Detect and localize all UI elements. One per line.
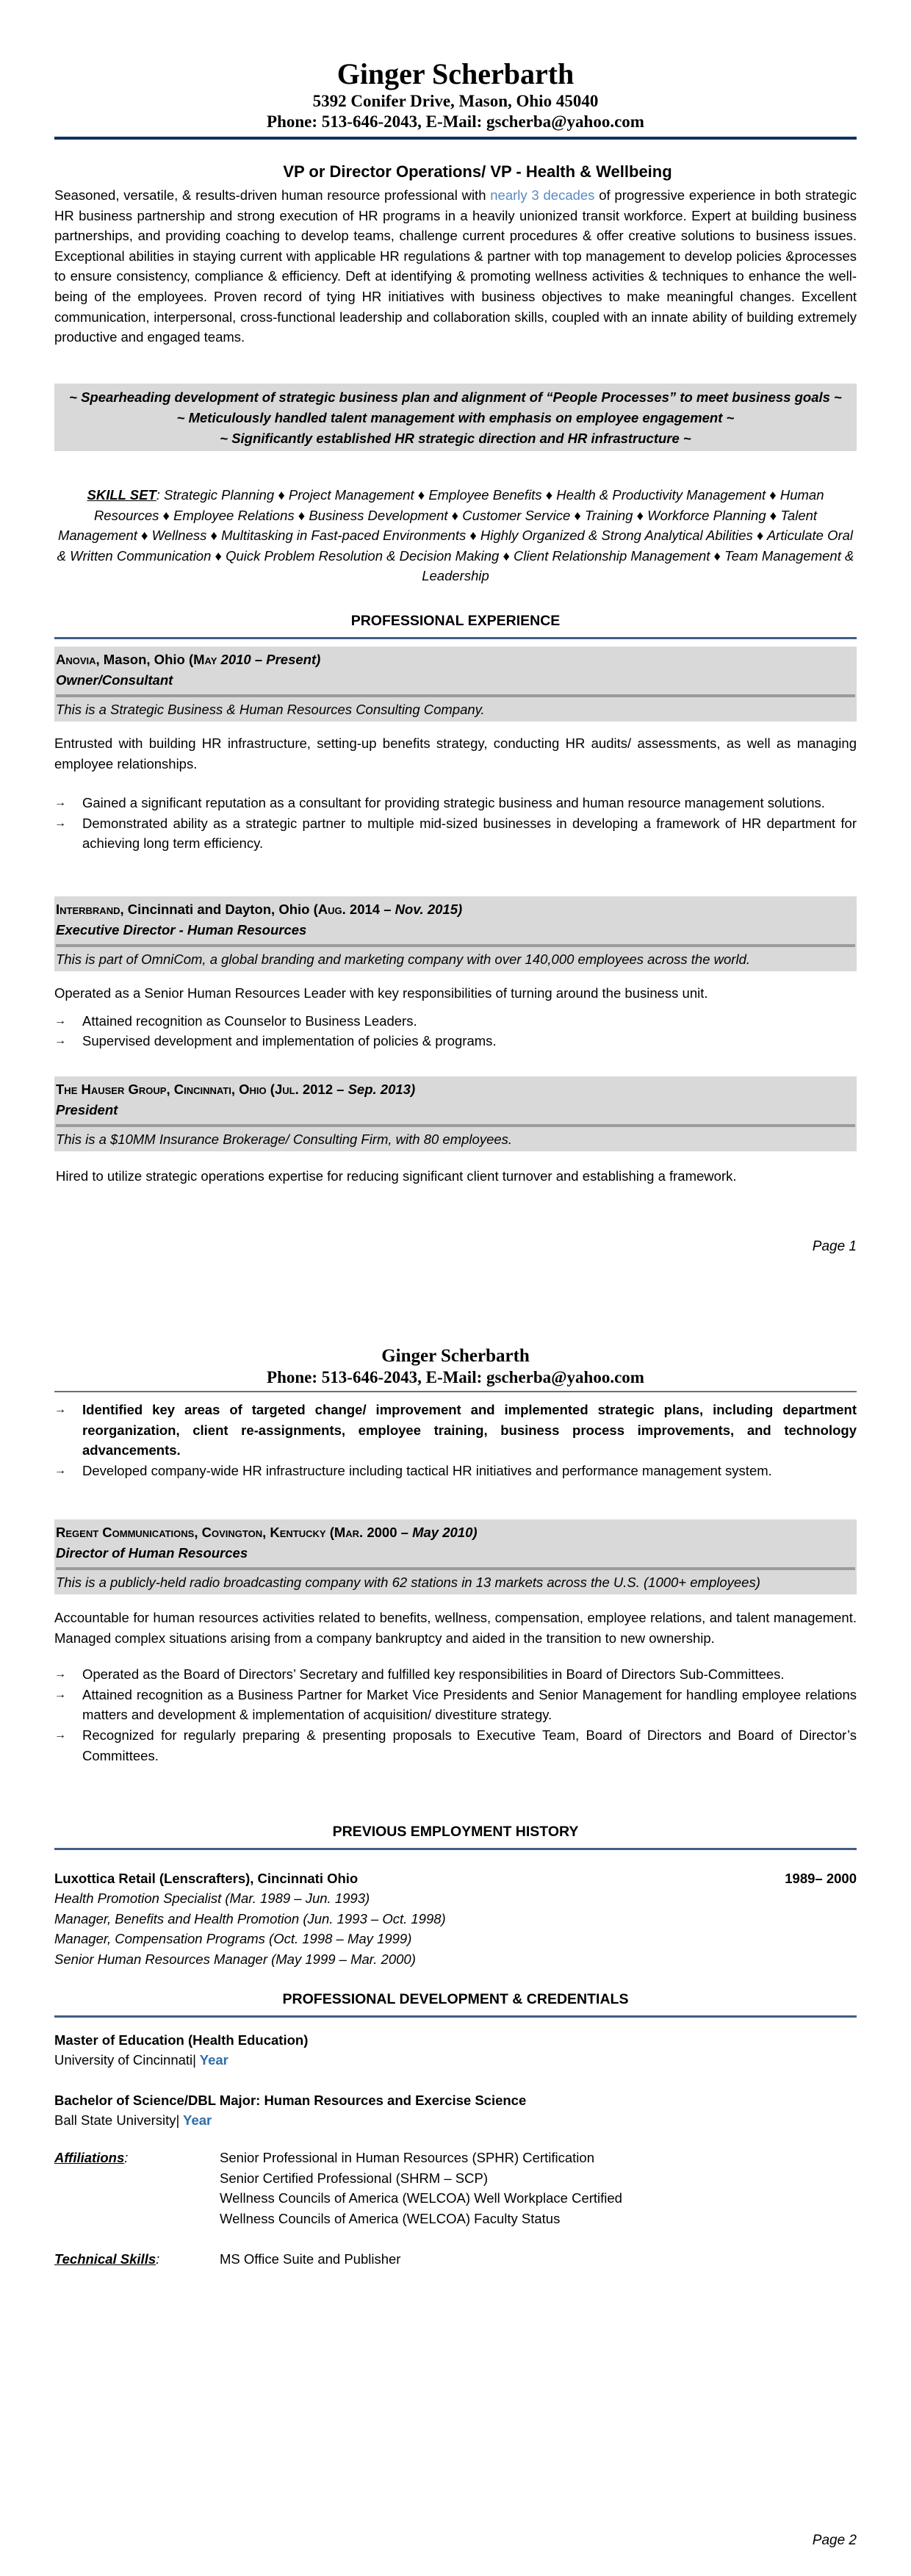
- job-entry-regent-communications: [54, 1519, 857, 1766]
- achievement-item: [54, 1685, 857, 1725]
- highlights-box: [54, 384, 857, 451]
- summary-text-end: of progressive experience in both strategic HR business partnership and strong execution of HR programs in a heavily unionized transit workforce. Expert at building business partnerships, and providing coaching to develop teams, challenge current procedures & offer creative solutions to business issues. Exceptional abilities in staying current with applicable HR regulations & partner with top management to develop policies &processes to ensure consistency, compliance & efficiency. Deft at identifying & promoting wellness activities & techniques to enhance the well-being of the employees. Proven record of tying HR initiatives with business objectives to make meaningful changes. Excellent communication, interpersonal, cross-functional leadership and collaboration skills, coupled with an innate ability of building extremely productive and engaged teams.: [54, 187, 857, 345]
- job-start: Aug. 2014: [317, 902, 381, 917]
- job-role: Director of Human Resources: [56, 1545, 248, 1561]
- education-school: Ball State University|: [54, 2112, 180, 2128]
- highlights-list: [54, 384, 857, 451]
- highlight-item: ~ Spearheading development of strategic business plan and alignment of “People Processes” to meet business goals ~: [69, 389, 842, 405]
- arrow-bullet-icon: →: [54, 1014, 66, 1027]
- candidate-address: 5392 Conifer Drive, Mason, Ohio 45040: [312, 92, 599, 110]
- technical-skills-row: [54, 2249, 857, 2270]
- job-divider: [56, 1124, 855, 1127]
- job-header-box: [54, 1519, 857, 1594]
- section-credentials: [54, 1990, 857, 2018]
- section-previous-employment: [54, 1822, 857, 1850]
- job-location: , Mason, Ohio (: [96, 652, 194, 667]
- job-header-box: [54, 647, 857, 722]
- target-title: [54, 148, 857, 182]
- job-summary: Accountable for human resources activities related to benefits, wellness, compensation, employee relations, and talent management. Managed complex situations arising from a company bankruptcy and aided in the transition to new ownership.: [54, 1610, 857, 1646]
- previous-employer-row: [54, 1868, 857, 1888]
- job-entry-interbrand: [54, 896, 857, 1051]
- skill-set-label: SKILL SET: [87, 487, 156, 503]
- job-company: Interbrand: [56, 902, 120, 917]
- technical-skills-label-text: Technical Skills: [54, 2251, 156, 2267]
- resume-page-2: [0, 1288, 911, 2576]
- job-summary: Operated as a Senior Human Resources Leader with key responsibilities of turning around the business unit.: [54, 985, 708, 1001]
- education-degree: Master of Education (Health Education): [54, 2032, 309, 2048]
- professional-summary: [54, 179, 857, 348]
- skill-set: [54, 485, 857, 586]
- achievement-text: Recognized for regularly preparing & presenting proposals to Executive Team, Board of Directors and Board of Director’s Committees.: [82, 1727, 857, 1763]
- achievement-item: [54, 813, 857, 854]
- job-entry-hauser-group-continued: [54, 1400, 857, 1481]
- section-divider: [54, 637, 857, 639]
- education-year: Year: [179, 2112, 212, 2128]
- achievement-text: Operated as the Board of Directors’ Secretary and fulfilled key responsibilities in Board of Directors Sub-Committees.: [82, 1666, 785, 1683]
- job-divider: [56, 694, 855, 697]
- job-location: , Cincinnati and Dayton, Ohio (: [120, 902, 318, 917]
- job-summary: Entrusted with building HR infrastructure, setting-up benefits strategy, conducting HR audits/ assessments, as well as managing employee relationships.: [54, 735, 857, 771]
- job-summary: Hired to utilize strategic operations expertise for reducing significant client turnover and establishing a framework.: [56, 1168, 737, 1184]
- highlight-item: ~ Significantly established HR strategic direction and HR infrastructure ~: [220, 431, 691, 446]
- summary-text-start: Seasoned, versatile, & results-driven human resource professional with: [54, 187, 491, 203]
- arrow-bullet-icon: →: [54, 816, 66, 830]
- previous-role: Senior Human Resources Manager (May 1999 – Mar. 2000): [54, 1951, 416, 1967]
- label-colon: :: [156, 2251, 160, 2267]
- job-dates: 2010 – Present): [217, 652, 321, 667]
- achievement-item: [54, 1400, 857, 1461]
- achievement-item: [54, 1011, 857, 1032]
- achievement-text: Attained recognition as a Business Partner for Market Vice Presidents and Senior Management for handling employee relations matters and development & implementation of acquisition/ divestiture strategy.: [82, 1686, 857, 1723]
- affiliation-item: Wellness Councils of America (WELCOA) Well Workplace Certified: [220, 2190, 622, 2206]
- skill-set-list: : Strategic Planning ♦ Project Management ♦ Employee Benefits ♦ Health & Productivity Management ♦ Human Resources ♦ Employee Relations ♦ Business Development ♦ Customer Service ♦ Training ♦ Workforce Planning ♦ Talent Management ♦ Wellness ♦ Multitasking in Fast-paced Environments ♦ Highly Organized & Strong Analytical Abilities ♦ Articulate Oral & Written Communication ♦ Quick Problem Resolution & Decision Making ♦ Client Relationship Management ♦ Team Management & Leadership: [57, 487, 854, 583]
- section-professional-experience: [54, 611, 857, 639]
- education-school-line: [54, 2050, 857, 2070]
- previous-employment-entry: [54, 1868, 857, 1969]
- achievement-text: Supervised development and implementation of policies & programs.: [82, 1033, 497, 1049]
- job-location: (: [325, 1525, 334, 1540]
- affiliation-item: Wellness Councils of America (WELCOA) Faculty Status: [220, 2210, 561, 2226]
- education-school-line: [54, 2110, 857, 2130]
- section-title: PROFESSIONAL DEVELOPMENT & CREDENTIALS: [282, 1991, 629, 2007]
- previous-employer: Luxottica Retail (Lenscrafters), Cincinnati Ohio: [54, 1871, 359, 1886]
- job-role: Owner/Consultant: [56, 672, 173, 688]
- job-start: May: [193, 652, 217, 667]
- job-achievements: [54, 1664, 857, 1766]
- affiliations-row: [54, 2148, 857, 2228]
- education-list: [54, 2030, 857, 2130]
- job-location: (: [266, 1082, 275, 1097]
- education-school: University of Cincinnati|: [54, 2052, 196, 2068]
- arrow-bullet-icon: →: [54, 1668, 66, 1681]
- arrow-bullet-icon: →: [54, 1464, 66, 1477]
- highlight-item: ~ Meticulously handled talent management with emphasis on employee engagement ~: [176, 410, 735, 425]
- achievement-item: [54, 1461, 857, 1481]
- job-company-line: [56, 650, 855, 670]
- arrow-bullet-icon: →: [54, 1728, 66, 1741]
- affiliations-list: [220, 2148, 622, 2228]
- achievement-item: [54, 793, 857, 813]
- job-company-line: [56, 1079, 855, 1100]
- candidate-contact: Phone: 513-646-2043, E-Mail: gscherba@yahoo.com: [267, 1368, 644, 1386]
- section-divider: [54, 1848, 857, 1850]
- candidate-contact: Phone: 513-646-2043, E-Mail: gscherba@yahoo.com: [267, 112, 644, 131]
- job-achievements: [54, 1400, 857, 1481]
- job-header-box: [54, 1076, 857, 1151]
- arrow-bullet-icon: →: [54, 1688, 66, 1701]
- technical-skills: [54, 2249, 857, 2270]
- affiliations-label-text: Affiliations: [54, 2150, 125, 2165]
- job-company: The Hauser Group, Cincinnati, Ohio: [56, 1082, 267, 1097]
- previous-role: Manager, Compensation Programs (Oct. 1998 – May 1999): [54, 1931, 412, 1946]
- previous-role: Manager, Benefits and Health Promotion (Jun. 1993 – Oct. 1998): [54, 1910, 446, 1926]
- resume-header: [54, 57, 857, 140]
- arrow-bullet-icon: →: [54, 796, 66, 810]
- education-item: [54, 2090, 857, 2130]
- job-role: President: [56, 1102, 118, 1118]
- achievement-item: [54, 1031, 857, 1051]
- page-number: Page 2: [812, 2533, 857, 2548]
- job-dates: – May 2010): [397, 1525, 478, 1540]
- job-role: Executive Director - Human Resources: [56, 922, 307, 938]
- skill-set-paragraph: [54, 485, 857, 586]
- job-entry-anovia: [54, 647, 857, 854]
- job-company-line: [56, 899, 855, 920]
- achievement-text: Attained recognition as Counselor to Business Leaders.: [82, 1012, 417, 1029]
- technical-skills-value: MS Office Suite and Publisher: [220, 2251, 401, 2267]
- summary-paragraph: [54, 185, 857, 348]
- education-year: Year: [195, 2052, 228, 2068]
- affiliation-item: Senior Professional in Human Resources (SPHR) Certification: [220, 2150, 594, 2165]
- affiliations: [54, 2148, 857, 2228]
- job-divider: [56, 1567, 855, 1570]
- previous-employer-years: 1989– 2000: [785, 1871, 857, 1886]
- job-company-description: This is part of OmniCom, a global branding and marketing company with over 140,000 employees across the world.: [56, 951, 750, 967]
- header-divider: [54, 137, 857, 140]
- job-company-description: This is a $10MM Insurance Brokerage/ Consulting Firm, with 80 employees.: [56, 1132, 513, 1147]
- achievement-text: Developed company-wide HR infrastructure including tactical HR initiatives and performance management system.: [82, 1462, 772, 1478]
- arrow-bullet-icon: →: [54, 1035, 66, 1048]
- job-dates: – Nov. 2015): [380, 902, 463, 917]
- label-colon: :: [124, 2150, 129, 2165]
- job-divider: [56, 944, 855, 947]
- achievement-item: [54, 1664, 857, 1685]
- header-divider: [54, 1391, 857, 1392]
- achievement-text: Gained a significant reputation as a consultant for providing strategic business and human resource management solutions.: [82, 795, 825, 811]
- achievement-text: Demonstrated ability as a strategic partner to multiple mid-sized businesses in developing a framework of HR department for achieving long term efficiency.: [82, 815, 857, 852]
- job-achievements: [54, 793, 857, 854]
- job-company: Regent Communications, Covington, Kentucky: [56, 1525, 326, 1540]
- job-entry-hauser-group: [54, 1076, 857, 1187]
- achievement-text: Identified key areas of targeted change/ improvement and implemented strategic plans, including department reorganization, client re-assignments, employee training, business process improvements, and technology advancements.: [82, 1402, 857, 1458]
- technical-skills-label: [54, 2249, 220, 2270]
- education-degree: Bachelor of Science/DBL Major: Human Resources and Exercise Science: [54, 2093, 527, 2108]
- candidate-name: Ginger Scherbarth: [381, 1346, 530, 1366]
- job-header-box: [54, 896, 857, 971]
- previous-role: Health Promotion Specialist (Mar. 1989 – Jun. 1993): [54, 1890, 370, 1906]
- affiliations-label: [54, 2148, 220, 2228]
- section-title: PROFESSIONAL EXPERIENCE: [350, 613, 561, 629]
- job-company: Anovia: [56, 652, 96, 667]
- education-item: [54, 2030, 857, 2070]
- job-company-description: This is a publicly-held radio broadcasting company with 62 stations in 13 markets across the U.S. (1000+ employees): [56, 1575, 760, 1590]
- section-title: PREVIOUS EMPLOYMENT HISTORY: [332, 1824, 579, 1840]
- job-start: Jul. 2012: [274, 1082, 334, 1097]
- affiliation-item: Senior Certified Professional (SHRM – SCP): [220, 2170, 488, 2186]
- section-divider: [54, 2015, 857, 2018]
- job-start: Mar. 2000: [334, 1525, 397, 1540]
- arrow-bullet-icon: →: [54, 1403, 66, 1416]
- job-dates: – Sep. 2013): [333, 1082, 416, 1097]
- target-title-text: VP or Director Operations/ VP - Health & Wellbeing: [283, 162, 672, 181]
- summary-highlight: nearly 3 decades: [490, 187, 595, 203]
- page2-header: [54, 1345, 857, 1392]
- page-number: Page 1: [812, 1239, 857, 1254]
- job-company-line: [56, 1522, 855, 1543]
- job-achievements: [54, 1011, 857, 1051]
- candidate-name: Ginger Scherbarth: [336, 57, 575, 90]
- achievement-item: [54, 1725, 857, 1766]
- job-company-description: This is a Strategic Business & Human Resources Consulting Company.: [56, 702, 485, 717]
